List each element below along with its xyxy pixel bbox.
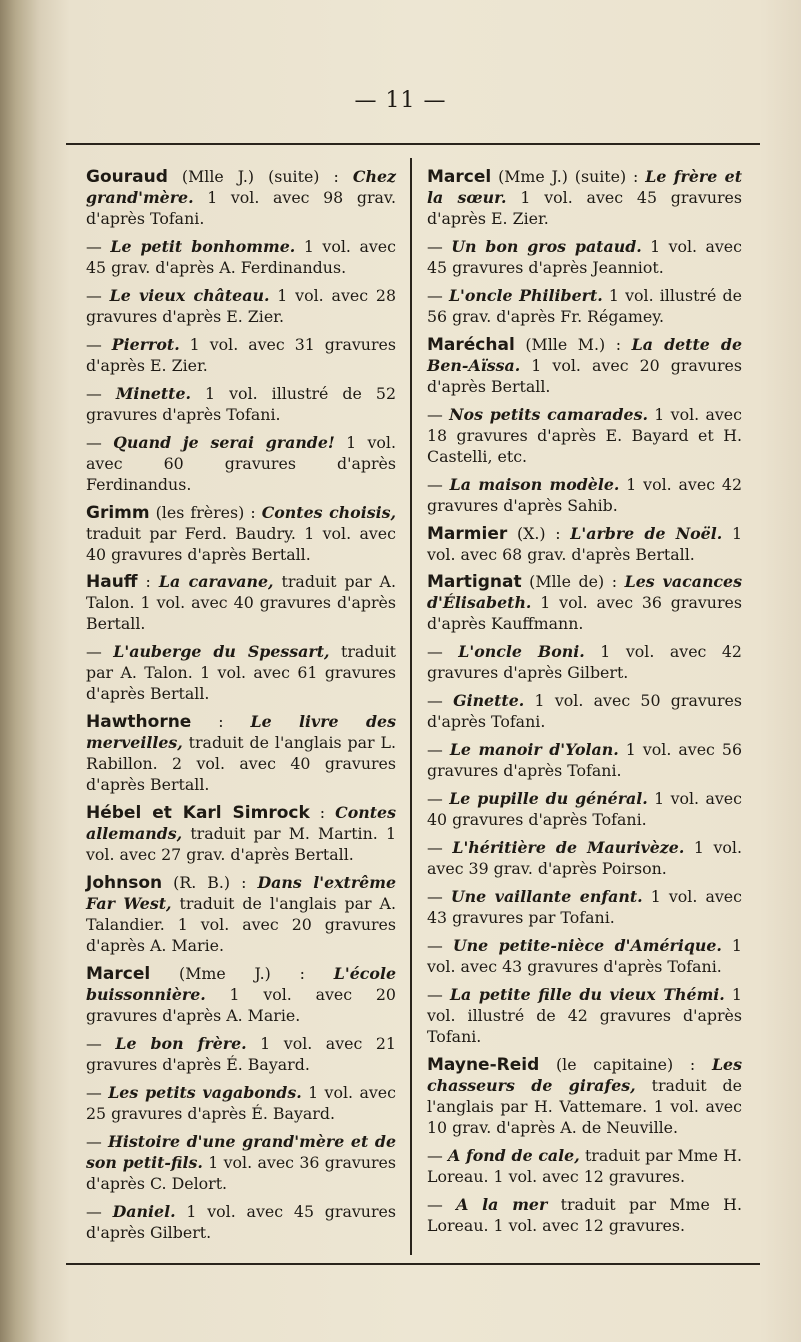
entry-detail: 1 vol. avec 39 grav. d'après Poirson. xyxy=(427,838,742,879)
catalog-entry xyxy=(427,286,742,328)
entry-detail: 1 vol. illustré de 56 grav. d'après Fr. Régamey. xyxy=(427,285,742,326)
entry-detail: 1 vol. avec 21 gravures d'après É. Bayard. xyxy=(86,1033,396,1074)
catalog-entry xyxy=(86,237,396,279)
entry-title: Histoire d'une grand'mère et de son petit-fils. xyxy=(86,1131,396,1172)
entry-prefix: — xyxy=(427,236,452,256)
catalog-entry xyxy=(86,1083,396,1125)
entry-prefix: — xyxy=(427,691,454,711)
entry-prefix: — xyxy=(427,984,450,1004)
entry-detail: 1 vol. illustré de 52 gravures d'après Tofani. xyxy=(86,383,396,424)
entry-prefix: (Mme J.) : xyxy=(150,963,334,983)
entry-title: A la mer xyxy=(456,1194,548,1214)
entry-author: Marcel xyxy=(86,963,151,984)
entry-detail: traduit par A. Talon. 1 vol. avec 40 gravures d'après Bertall. xyxy=(86,572,396,634)
entry-prefix: — xyxy=(86,1082,109,1102)
catalog-entry xyxy=(427,475,742,517)
entry-prefix: — xyxy=(86,1131,108,1151)
catalog-entry xyxy=(427,405,742,468)
entry-title: Le frère et la sœur. xyxy=(427,167,742,207)
left-column xyxy=(86,167,396,1251)
right-column xyxy=(427,167,742,1244)
entry-title: L'arbre de Noël. xyxy=(570,523,723,543)
entry-detail: 1 vol. avec 50 gravures d'après Tofani. xyxy=(427,691,742,732)
entry-author: Hawthorne xyxy=(86,712,192,733)
entry-detail: 1 vol. avec 56 gravures d'après Tofani. xyxy=(427,740,742,781)
entry-detail: traduit de l'anglais par H. Vattemare. 1 vol. avec 10 grav. d'après A. de Neuville. xyxy=(427,1075,742,1137)
catalog-entry xyxy=(86,572,396,635)
entry-prefix: (Mlle de) : xyxy=(521,572,625,592)
catalog-entry xyxy=(86,335,396,377)
catalog-entry xyxy=(427,838,742,880)
entry-prefix: (le capitaine) : xyxy=(539,1054,712,1074)
entry-prefix: — xyxy=(427,1194,457,1214)
entry-title: Un bon gros pataud. xyxy=(451,236,642,256)
entry-author: Mayne-Reid xyxy=(427,1054,540,1075)
entry-prefix: (Mme J.) (suite) : xyxy=(491,167,646,186)
entry-title: La caravane, xyxy=(158,572,274,592)
entry-detail: 1 vol. avec 68 grav. d'après Bertall. xyxy=(427,523,742,564)
entry-title: L'oncle Philibert. xyxy=(448,285,603,305)
catalog-entry xyxy=(86,873,396,957)
entry-title: La petite fille du vieux Thémi. xyxy=(449,984,725,1004)
catalog-entry xyxy=(427,985,742,1048)
entry-detail: 1 vol. avec 36 gravures d'après Kauffmann. xyxy=(427,593,742,634)
entry-detail: traduit par Ferd. Baudry. 1 vol. avec 40 gravures d'après Bertall. xyxy=(86,523,396,564)
entry-author: Grimm xyxy=(86,502,150,523)
entry-title: Chez grand'mère. xyxy=(86,167,396,207)
entry-prefix: — xyxy=(427,474,450,494)
catalog-entry xyxy=(86,433,396,496)
entry-detail: 1 vol. avec 25 gravures d'après É. Bayard. xyxy=(86,1082,396,1123)
entry-prefix: — xyxy=(86,432,114,452)
entry-detail: 1 vol. avec 36 gravures d'après C. Delort. xyxy=(86,1152,396,1193)
catalog-entry xyxy=(86,503,396,566)
entry-prefix: (les frères) : xyxy=(149,502,262,522)
entry-title: Les vacances d'Élisabeth. xyxy=(427,572,742,613)
entry-author: Maréchal xyxy=(427,334,515,355)
catalog-entry xyxy=(427,642,742,684)
entry-prefix: — xyxy=(427,887,451,907)
entry-prefix: — xyxy=(86,236,111,256)
entry-title: L'oncle Boni. xyxy=(458,642,585,662)
entry-title: Quand je serai grande! xyxy=(113,432,335,452)
entry-detail: 1 vol. avec 98 grav. d'après Tofani. xyxy=(86,187,396,228)
catalog-entry xyxy=(86,1132,396,1195)
entry-title: A fond de cale, xyxy=(448,1145,580,1165)
entry-title: Pierrot. xyxy=(111,334,180,354)
entry-title: Le pupille du général. xyxy=(449,789,648,809)
entry-detail: 1 vol. avec 60 gravures d'après Ferdinandus. xyxy=(86,432,396,494)
entry-detail: traduit par M. Martin. 1 vol. avec 27 grav. d'après Bertall. xyxy=(86,824,396,865)
entry-title: Daniel. xyxy=(112,1201,176,1221)
entry-detail: traduit par Mme H. Loreau. 1 vol. avec 12 gravures. xyxy=(427,1194,742,1235)
entry-prefix: (R. B.) : xyxy=(162,873,258,893)
catalog-entry xyxy=(427,1195,742,1237)
page-number: — 11 — xyxy=(354,88,447,113)
entry-title: Les petits vagabonds. xyxy=(108,1082,302,1102)
entry-detail: 1 vol. avec 20 gravures d'après A. Marie. xyxy=(86,984,396,1025)
catalog-entry xyxy=(86,642,396,705)
entry-prefix: — xyxy=(427,789,450,809)
entry-author: Johnson xyxy=(86,873,163,894)
entry-prefix: — xyxy=(427,838,453,858)
entry-prefix: : xyxy=(309,803,336,823)
entry-prefix: — xyxy=(427,936,453,955)
catalog-entry xyxy=(427,572,742,635)
catalog-entry xyxy=(86,964,396,1027)
entry-title: La dette de Ben-Aïssa. xyxy=(427,334,742,375)
entry-prefix: — xyxy=(86,334,112,354)
entry-prefix: — xyxy=(86,1033,116,1053)
entry-title: L'auberge du Spessart, xyxy=(113,642,330,662)
catalog-entry xyxy=(427,335,742,398)
catalog-entry xyxy=(427,237,742,279)
catalog-entry xyxy=(427,1146,742,1188)
catalog-entry xyxy=(427,1055,742,1139)
entry-detail: 1 vol. avec 31 gravures d'après E. Zier. xyxy=(86,334,396,375)
catalog-entry xyxy=(427,740,742,782)
entry-detail: traduit par A. Talon. 1 vol. avec 61 gravures d'après Bertall. xyxy=(86,642,396,704)
catalog-entry xyxy=(86,803,396,866)
entry-title: Le bon frère. xyxy=(115,1033,247,1053)
entry-detail: traduit de l'anglais par L. Rabillon. 2 vol. avec 40 gravures d'après Bertall. xyxy=(86,733,396,795)
entry-detail: 1 vol. avec 43 gravures d'après Tofani. xyxy=(427,936,742,976)
catalog-entry xyxy=(427,524,742,566)
entry-title: Une vaillante enfant. xyxy=(450,887,643,907)
entry-detail: 1 vol. avec 45 grav. d'après A. Ferdinandus. xyxy=(86,236,396,277)
column-divider xyxy=(410,158,412,1255)
entry-author: Marcel xyxy=(427,167,492,187)
entry-detail: 1 vol. illustré de 42 gravures d'après Tofani. xyxy=(427,984,742,1046)
entry-title: Le manoir d'Yolan. xyxy=(449,740,619,760)
entry-author: Hébel et Karl Simrock xyxy=(86,803,310,824)
entry-title: Contes choisis, xyxy=(261,502,396,522)
entry-detail: 1 vol. avec 40 gravures d'après Tofani. xyxy=(427,789,742,830)
entry-detail: traduit de l'anglais par A. Talandier. 1 vol. avec 20 gravures d'après A. Marie. xyxy=(86,894,396,955)
catalog-entry xyxy=(427,887,742,929)
entry-detail: 1 vol. avec 28 gravures d'après E. Zier. xyxy=(86,285,396,326)
entry-prefix: (Mlle M.) : xyxy=(514,334,632,354)
catalog-entry xyxy=(427,691,742,733)
entry-detail: 1 vol. avec 20 gravures d'après Bertall. xyxy=(427,355,742,396)
entry-title: Nos petits camarades. xyxy=(449,404,648,424)
entry-detail: 1 vol. avec 18 gravures d'après E. Bayard et H. Castelli, etc. xyxy=(427,404,742,466)
entry-prefix: — xyxy=(427,404,450,424)
entry-detail: 1 vol. avec 45 gravures d'après Jeanniot. xyxy=(427,236,742,277)
entry-author: Gouraud xyxy=(86,167,168,187)
entry-detail: 1 vol. avec 42 gravures d'après Sahib. xyxy=(427,474,742,515)
entry-detail: 1 vol. avec 45 gravures d'après E. Zier. xyxy=(427,187,742,228)
entry-title: Le vieux château. xyxy=(109,285,270,305)
entry-detail: 1 vol. avec 45 gravures d'après Gilbert. xyxy=(86,1201,396,1242)
catalog-entry xyxy=(86,286,396,328)
entry-prefix: — xyxy=(86,383,116,403)
entry-title: Le livre des merveilles, xyxy=(86,712,396,753)
entry-prefix: — xyxy=(427,1145,449,1165)
entry-prefix: — xyxy=(86,642,114,662)
catalog-entry xyxy=(427,936,742,978)
catalog-entry xyxy=(427,167,742,230)
entry-title: Une petite-nièce d'Amérique. xyxy=(452,936,722,955)
entry-title: Le petit bonhomme. xyxy=(110,236,296,256)
entry-detail: traduit par Mme H. Loreau. 1 vol. avec 12 gravures. xyxy=(427,1145,742,1186)
entry-title: La maison modèle. xyxy=(449,474,620,494)
entry-prefix: — xyxy=(86,285,110,305)
entry-detail: 1 vol. avec 42 gravures d'après Gilbert. xyxy=(427,642,742,683)
catalog-entry xyxy=(86,167,396,230)
entry-prefix: — xyxy=(427,642,459,662)
entry-prefix: : xyxy=(137,572,159,592)
entry-author: Hauff xyxy=(86,572,138,593)
entry-author: Marmier xyxy=(427,523,508,544)
catalog-entry xyxy=(86,384,396,426)
entry-prefix: (Mlle J.) (suite) : xyxy=(167,167,353,186)
entry-title: L'héritière de Maurivèze. xyxy=(452,838,685,858)
entry-prefix: — xyxy=(427,740,450,760)
entry-title: Minette. xyxy=(115,383,192,403)
entry-title: Contes allemands, xyxy=(86,803,396,844)
entry-prefix: — xyxy=(427,285,449,305)
entry-prefix: (X.) : xyxy=(507,523,571,543)
entry-title: L'école buissonnière. xyxy=(86,963,396,1004)
entry-prefix: : xyxy=(191,712,251,732)
catalog-entry xyxy=(427,789,742,831)
entry-title: Dans l'extrême Far West, xyxy=(86,873,396,914)
entry-title: Les chasseurs de girafes, xyxy=(427,1054,742,1095)
catalog-entry xyxy=(86,1202,396,1244)
entry-detail: 1 vol. avec 43 gravures par Tofani. xyxy=(427,887,742,928)
entry-author: Martignat xyxy=(427,572,522,593)
entry-title: Ginette. xyxy=(453,691,525,711)
entry-prefix: — xyxy=(86,1201,113,1221)
catalog-entry xyxy=(86,712,396,796)
catalog-entry xyxy=(86,1034,396,1076)
